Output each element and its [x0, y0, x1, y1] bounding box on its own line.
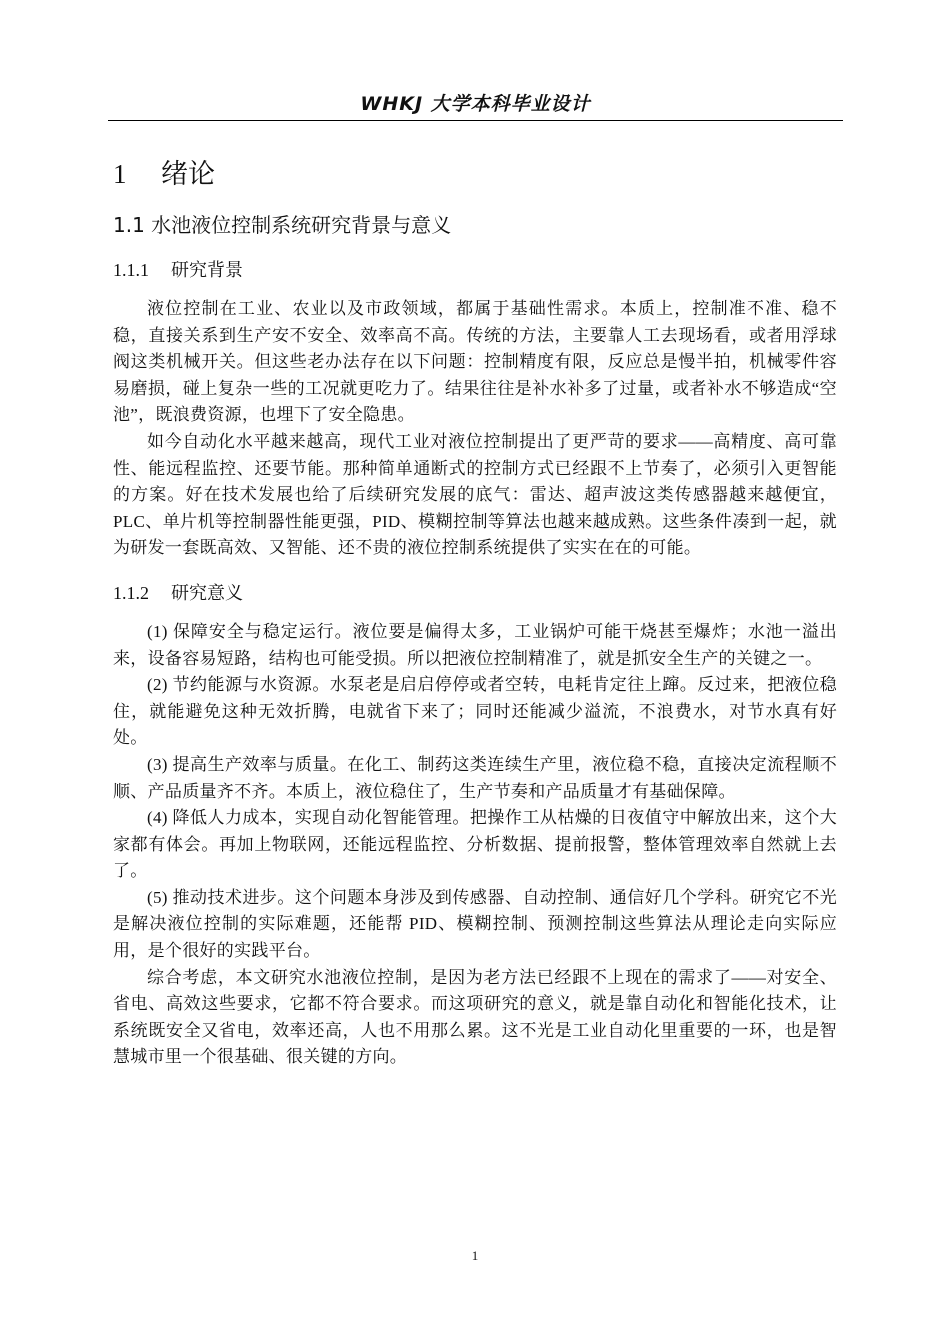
section-title: 1.1 水池液位控制系统研究背景与意义 [113, 213, 452, 237]
paragraph: 综合考虑，本文研究水池液位控制，是因为老方法已经跟不上现在的需求了——对安全、省电、高效这些要求，它都不符合要求。而这项研究的意义，就是靠自动化和智能化技术，让系统既安全又省电，效率还高，人也不用那么累。这不光是工业自动化里重要的一环，也是智慧城市里一个很基础、很关键的方向。 [113, 967, 837, 1067]
subsection-title-significance [113, 580, 837, 607]
subsection-title-text: 研究背景 [171, 260, 243, 281]
paragraph: (4) 降低人力成本，实现自动化智能管理。把操作工从枯燥的日夜值守中解放出来，这个大家都有体会。再加上物联网，还能远程监控、分析数据、提前报警，整体管理效率自然就上去了。 [113, 808, 837, 881]
paragraph: 如今自动化水平越来越高，现代工业对液位控制提出了更严苛的要求——高精度、高可靠性、能远程监控、还要节能。那种简单通断式的控制方式已经跟不上节奏了，必须引入更智能的方案。好在技术发展也给了后续研究发展的底气：雷达、超声波这类传感器越来越便宜，PLC、单片机等控制器性能更强，PID、模糊控制等算法也越来越成熟。这些条件凑到一起，就为研发一套既高效、又智能、还不贵的液位控制系统提供了实实在在的可能。 [113, 431, 837, 558]
chapter-number: 1 [113, 159, 127, 189]
paragraph: 液位控制在工业、农业以及市政领域，都属于基础性需求。本质上，控制准不准、稳不稳，直接关系到生产安不安全、效率高不高。传统的方法，主要靠人工去现场看，或者用浮球阀这类机械开关。但这些老办法存在以下问题：控制精度有限，反应总是慢半拍，机械零件容易磨损，碰上复杂一些的工况就更吃力了。结果往往是补水补多了过量，或者补水不够造成“空池”，既浪费资源，也埋下了安全隐患。 [113, 299, 837, 425]
subsection-title-background [113, 257, 837, 284]
paragraph: (2) 节约能源与水资源。水泵老是启启停停或者空转，电耗肯定往上蹿。反过来，把液位稳住，就能避免这种无效折腾，电就省下来了；同时还能减少溢流，不浪费水，对节水真有好处。 [113, 675, 837, 748]
chapter-title-text: 绪论 [161, 159, 215, 190]
page-number: 1 [471, 1248, 479, 1263]
subsection-number: 1.1.1 [113, 260, 149, 280]
header-rule [108, 120, 843, 121]
subsection-title-text: 研究意义 [171, 582, 243, 604]
subsection-number: 1.1.2 [113, 582, 149, 603]
paragraph: (1) 保障安全与稳定运行。液位要是偏得太多，工业锅炉可能干烧甚至爆炸；水池一溢出来，设备容易短路，结构也可能受损。所以把液位控制精准了，就是抓安全生产的关键之一。 [113, 621, 837, 668]
paragraph: (5) 推动技术进步。这个问题本身涉及到传感器、自动控制、通信好几个学科。研究它不光是解决液位控制的实际难题，还能帮 PID、模糊控制、预测控制这些算法从理论走向实际应用，是个很好的实践平台。 [113, 887, 837, 961]
running-header: WHKJ 大学本科毕业设计 [360, 93, 591, 115]
paragraph: (3) 提高生产效率与质量。在化工、制药这类连续生产里，液位稳不稳，直接决定流程顺不顺、产品质量齐不齐。本质上，液位稳住了，生产节奏和产品质量才有基础保障。 [113, 754, 837, 801]
page-content [113, 150, 837, 1071]
chapter-title [113, 156, 837, 193]
